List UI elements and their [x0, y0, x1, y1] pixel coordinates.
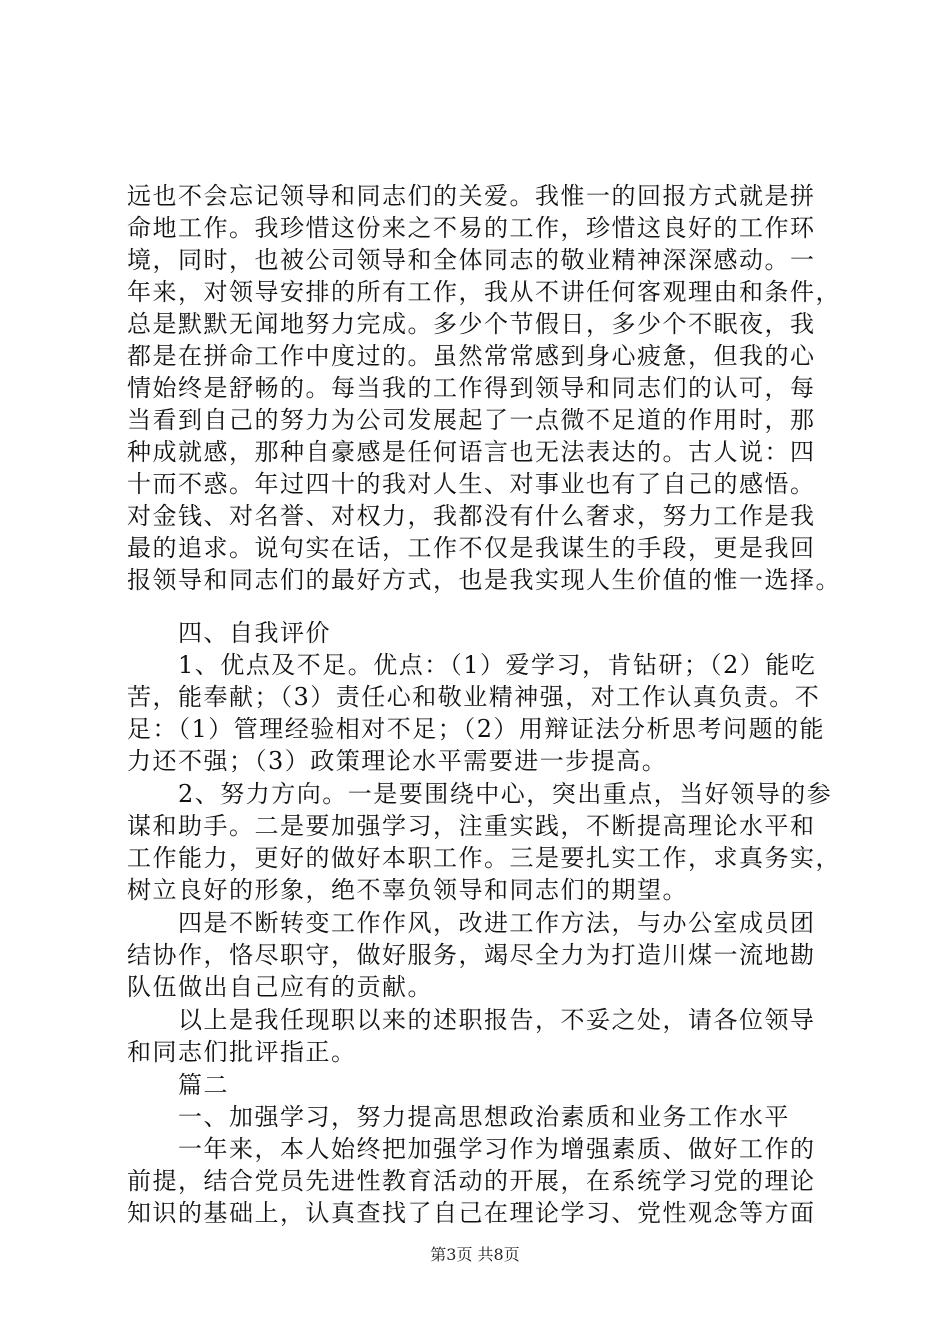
text-line: 谋和助手。二是要加强学习，注重实践，不断提高理论水平和 [127, 812, 816, 840]
text-line: 1、优点及不足。优点：（1）爱学习，肯钻研；（2）能吃 [178, 651, 817, 679]
text-line: 足：（1）管理经验相对不足；（2）用辩证法分析思考问题的能 [127, 715, 826, 743]
text-line: 一年来，本人始终把加强学习作为增强素质、做好工作的 [178, 1135, 816, 1163]
text-line: 总是默默无闻地努力完成。多少个节假日，多少个不眠夜，我 [127, 310, 816, 338]
text-line: 知识的基础上，认真查找了自己在理论学习、党性观念等方面 [127, 1199, 816, 1227]
text-line: 年来，对领导安排的所有工作，我从不讲任何客观理由和条件， [127, 278, 841, 306]
text-line: 种成就感，那种自豪感是任何语言也无法表达的。古人说：四 [127, 438, 816, 466]
text-line: 力还不强；（3）政策理论水平需要进一步提高。 [127, 747, 668, 775]
text-line: 篇二 [178, 1071, 229, 1099]
text-line: 境，同时，也被公司领导和全体同志的敬业精神深深感动。一 [127, 246, 816, 274]
text-line: 树立良好的形象，绝不辜负领导和同志们的期望。 [127, 876, 688, 904]
text-line: 远也不会忘记领导和同志们的关爱。我惟一的回报方式就是拼 [127, 182, 816, 210]
text-line: 一、加强学习，努力提高思想政治素质和业务工作水平 [178, 1103, 790, 1131]
text-line: 都是在拼命工作中度过的。虽然常常感到身心疲惫，但我的心 [127, 342, 816, 370]
text-line: 最的追求。说句实在话，工作不仅是我谋生的手段，更是我回 [127, 534, 816, 562]
text-line: 情始终是舒畅的。每当我的工作得到领导和同志们的认可，每 [127, 374, 816, 402]
text-line: 四是不断转变工作作风，改进工作方法，与办公室成员团 [178, 909, 816, 937]
text-line: 2、努力方向。一是要围绕中心，突出重点，当好领导的参 [178, 780, 833, 808]
text-line: 前提，结合党员先进性教育活动的开展，在系统学习党的理论 [127, 1167, 816, 1195]
text-line: 对金钱、对名誉、对权力，我都没有什么奢求，努力工作是我 [127, 502, 816, 530]
text-line: 十而不惑。年过四十的我对人生、对事业也有了自己的感悟。 [127, 470, 816, 498]
text-line: 苦，能奉献；（3）责任心和敬业精神强，对工作认真负责。不 [127, 683, 821, 711]
text-line: 结协作，恪尽职守，做好服务，竭尽全力为打造川煤一流地勘 [127, 941, 816, 969]
text-line: 和同志们批评指正。 [127, 1038, 357, 1066]
text-line: 当看到自己的努力为公司发展起了一点微不足道的作用时，那 [127, 406, 816, 434]
text-line: 四、自我评价 [178, 619, 331, 647]
text-line: 工作能力，更好的做好本职工作。三是要扎实工作，求真务实， [127, 844, 841, 872]
text-line: 报领导和同志们的最好方式，也是我实现人生价值的惟一选择。 [127, 566, 841, 594]
text-line: 以上是我任现职以来的述职报告，不妥之处，请各位领导 [178, 1006, 816, 1034]
page-footer: 第3页 共8页 [430, 1245, 520, 1264]
text-line: 命地工作。我珍惜这份来之不易的工作，珍惜这良好的工作环 [127, 214, 816, 242]
text-line: 队伍做出自己应有的贡献。 [127, 973, 433, 1001]
